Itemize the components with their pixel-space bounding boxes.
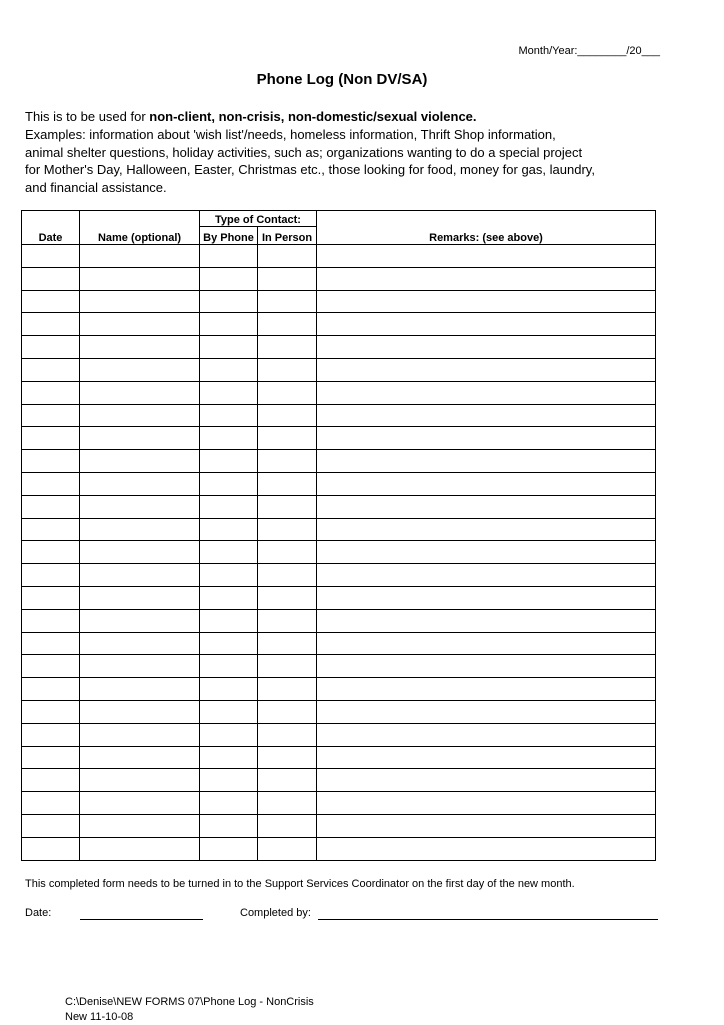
remarks-cell[interactable] xyxy=(317,632,656,655)
date-cell[interactable] xyxy=(22,495,80,518)
completed-by-blank-line[interactable] xyxy=(318,919,658,920)
in-person-cell[interactable] xyxy=(258,450,317,473)
completed-by-label: Completed by: xyxy=(240,907,311,919)
date-cell[interactable] xyxy=(22,609,80,632)
by-phone-cell[interactable] xyxy=(200,381,258,404)
in-person-cell[interactable] xyxy=(258,632,317,655)
name-cell[interactable] xyxy=(80,336,200,359)
examples-line: Examples: information about 'wish list'/needs, homeless information, Thrift Shop information, xyxy=(25,127,556,142)
in-person-cell[interactable] xyxy=(258,769,317,792)
date-cell[interactable] xyxy=(22,336,80,359)
intro-emphasis: non-client, non-crisis, non-domestic/sexual violence. xyxy=(149,109,477,124)
remarks-cell[interactable] xyxy=(317,609,656,632)
in-person-cell[interactable] xyxy=(258,518,317,541)
in-person-cell[interactable] xyxy=(258,495,317,518)
in-person-cell[interactable] xyxy=(258,358,317,381)
by-phone-column-header: By Phone xyxy=(200,227,258,245)
date-cell[interactable] xyxy=(22,245,80,268)
remarks-cell[interactable] xyxy=(317,313,656,336)
remarks-cell[interactable] xyxy=(317,723,656,746)
remarks-cell[interactable] xyxy=(317,700,656,723)
date-cell[interactable] xyxy=(22,313,80,336)
by-phone-cell[interactable] xyxy=(200,336,258,359)
remarks-cell[interactable] xyxy=(317,792,656,815)
date-cell[interactable] xyxy=(22,564,80,587)
in-person-cell[interactable] xyxy=(258,245,317,268)
in-person-cell[interactable] xyxy=(258,336,317,359)
by-phone-cell[interactable] xyxy=(200,495,258,518)
date-cell[interactable] xyxy=(22,541,80,564)
in-person-cell[interactable] xyxy=(258,814,317,837)
examples-text xyxy=(25,126,675,196)
by-phone-cell[interactable] xyxy=(200,769,258,792)
by-phone-cell[interactable] xyxy=(200,472,258,495)
signature-row xyxy=(25,907,665,923)
table-row xyxy=(22,336,656,359)
name-cell[interactable] xyxy=(80,609,200,632)
intro-text xyxy=(25,108,675,125)
in-person-cell[interactable] xyxy=(258,541,317,564)
remarks-cell[interactable] xyxy=(317,769,656,792)
name-cell[interactable] xyxy=(80,837,200,860)
by-phone-cell[interactable] xyxy=(200,541,258,564)
date-cell[interactable] xyxy=(22,358,80,381)
table-row xyxy=(22,746,656,769)
table-row xyxy=(22,245,656,268)
table-row xyxy=(22,381,656,404)
date-cell[interactable] xyxy=(22,746,80,769)
in-person-cell[interactable] xyxy=(258,837,317,860)
date-cell[interactable] xyxy=(22,723,80,746)
in-person-cell[interactable] xyxy=(258,655,317,678)
phone-log-table xyxy=(21,210,656,861)
remarks-cell[interactable] xyxy=(317,541,656,564)
name-cell[interactable] xyxy=(80,700,200,723)
by-phone-cell[interactable] xyxy=(200,609,258,632)
by-phone-cell[interactable] xyxy=(200,746,258,769)
remarks-cell[interactable] xyxy=(317,404,656,427)
table-row xyxy=(22,450,656,473)
remarks-cell[interactable] xyxy=(317,450,656,473)
date-cell[interactable] xyxy=(22,472,80,495)
date-cell[interactable] xyxy=(22,700,80,723)
date-cell[interactable] xyxy=(22,267,80,290)
table-row xyxy=(22,700,656,723)
name-cell[interactable] xyxy=(80,267,200,290)
name-column-header: Name (optional) xyxy=(80,227,200,245)
date-cell[interactable] xyxy=(22,450,80,473)
name-cell[interactable] xyxy=(80,814,200,837)
by-phone-cell[interactable] xyxy=(200,700,258,723)
table-row xyxy=(22,267,656,290)
table-row xyxy=(22,564,656,587)
table-row xyxy=(22,837,656,860)
type-of-contact-header: Type of Contact: xyxy=(200,211,317,227)
name-cell[interactable] xyxy=(80,769,200,792)
name-cell[interactable] xyxy=(80,518,200,541)
in-person-cell[interactable] xyxy=(258,404,317,427)
name-header-top xyxy=(80,211,200,227)
file-version: New 11-10-08 xyxy=(65,1011,134,1023)
name-cell[interactable] xyxy=(80,723,200,746)
by-phone-cell[interactable] xyxy=(200,814,258,837)
month-year-field: Month/Year:________/20___ xyxy=(518,45,660,57)
in-person-cell[interactable] xyxy=(258,700,317,723)
table-row xyxy=(22,472,656,495)
name-cell[interactable] xyxy=(80,472,200,495)
name-cell[interactable] xyxy=(80,290,200,313)
in-person-cell[interactable] xyxy=(258,313,317,336)
table-row xyxy=(22,723,656,746)
intro-lead: This is to be used for xyxy=(25,109,150,124)
remarks-cell[interactable] xyxy=(317,518,656,541)
date-cell[interactable] xyxy=(22,792,80,815)
by-phone-cell[interactable] xyxy=(200,792,258,815)
remarks-cell[interactable] xyxy=(317,655,656,678)
by-phone-cell[interactable] xyxy=(200,290,258,313)
name-cell[interactable] xyxy=(80,746,200,769)
by-phone-cell[interactable] xyxy=(200,632,258,655)
remarks-cell[interactable] xyxy=(317,564,656,587)
table-row xyxy=(22,632,656,655)
examples-line: animal shelter questions, holiday activities, such as; organizations wanting to do a special project xyxy=(25,144,583,160)
by-phone-cell[interactable] xyxy=(200,358,258,381)
date-cell[interactable] xyxy=(22,814,80,837)
remarks-cell[interactable] xyxy=(317,427,656,450)
by-phone-cell[interactable] xyxy=(200,267,258,290)
table-row xyxy=(22,609,656,632)
by-phone-cell[interactable] xyxy=(200,404,258,427)
by-phone-cell[interactable] xyxy=(200,586,258,609)
in-person-cell[interactable] xyxy=(258,792,317,815)
in-person-cell[interactable] xyxy=(258,723,317,746)
remarks-cell[interactable] xyxy=(317,814,656,837)
remarks-header-top xyxy=(317,211,656,227)
table-row xyxy=(22,404,656,427)
remarks-cell[interactable] xyxy=(317,358,656,381)
name-cell[interactable] xyxy=(80,792,200,815)
file-path: C:\Denise\NEW FORMS 07\Phone Log - NonCrisis xyxy=(65,996,314,1008)
remarks-cell[interactable] xyxy=(317,678,656,701)
date-cell[interactable] xyxy=(22,632,80,655)
table-row xyxy=(22,495,656,518)
date-label: Date: xyxy=(25,907,52,919)
in-person-cell[interactable] xyxy=(258,427,317,450)
page-title: Phone Log (Non DV/SA) xyxy=(256,71,428,88)
by-phone-cell[interactable] xyxy=(200,518,258,541)
table-row xyxy=(22,655,656,678)
remarks-column-header: Remarks: (see above) xyxy=(317,227,656,245)
name-cell[interactable] xyxy=(80,358,200,381)
table-row xyxy=(22,678,656,701)
name-cell[interactable] xyxy=(80,404,200,427)
in-person-cell[interactable] xyxy=(258,678,317,701)
by-phone-cell[interactable] xyxy=(200,655,258,678)
name-cell[interactable] xyxy=(80,495,200,518)
name-cell[interactable] xyxy=(80,381,200,404)
by-phone-cell[interactable] xyxy=(200,723,258,746)
in-person-cell[interactable] xyxy=(258,290,317,313)
date-cell[interactable] xyxy=(22,837,80,860)
date-column-header: Date xyxy=(22,227,80,245)
submission-note: This completed form needs to be turned in to the Support Services Coordinator on the first day of the new month. xyxy=(25,878,575,890)
table-row xyxy=(22,518,656,541)
table-row xyxy=(22,427,656,450)
date-cell[interactable] xyxy=(22,769,80,792)
examples-line: and financial assistance. xyxy=(25,179,167,195)
name-cell[interactable] xyxy=(80,586,200,609)
date-blank-line[interactable] xyxy=(80,919,203,920)
in-person-cell[interactable] xyxy=(258,381,317,404)
name-cell[interactable] xyxy=(80,541,200,564)
in-person-cell[interactable] xyxy=(258,472,317,495)
date-cell[interactable] xyxy=(22,586,80,609)
by-phone-cell[interactable] xyxy=(200,837,258,860)
table-row xyxy=(22,358,656,381)
name-cell[interactable] xyxy=(80,655,200,678)
date-cell[interactable] xyxy=(22,381,80,404)
by-phone-cell[interactable] xyxy=(200,678,258,701)
date-cell[interactable] xyxy=(22,518,80,541)
name-cell[interactable] xyxy=(80,450,200,473)
date-cell[interactable] xyxy=(22,427,80,450)
remarks-cell[interactable] xyxy=(317,495,656,518)
remarks-cell[interactable] xyxy=(317,746,656,769)
name-cell[interactable] xyxy=(80,427,200,450)
table-row xyxy=(22,586,656,609)
remarks-cell[interactable] xyxy=(317,472,656,495)
table-row xyxy=(22,814,656,837)
table-row xyxy=(22,541,656,564)
in-person-cell[interactable] xyxy=(258,564,317,587)
by-phone-cell[interactable] xyxy=(200,564,258,587)
remarks-cell[interactable] xyxy=(317,245,656,268)
name-cell[interactable] xyxy=(80,678,200,701)
table-row xyxy=(22,313,656,336)
by-phone-cell[interactable] xyxy=(200,245,258,268)
date-cell[interactable] xyxy=(22,655,80,678)
date-cell[interactable] xyxy=(22,678,80,701)
table-row xyxy=(22,792,656,815)
name-cell[interactable] xyxy=(80,245,200,268)
name-cell[interactable] xyxy=(80,632,200,655)
by-phone-cell[interactable] xyxy=(200,450,258,473)
date-header-top xyxy=(22,211,80,227)
in-person-column-header: In Person xyxy=(258,227,317,245)
in-person-cell[interactable] xyxy=(258,586,317,609)
remarks-cell[interactable] xyxy=(317,586,656,609)
in-person-cell[interactable] xyxy=(258,609,317,632)
remarks-cell[interactable] xyxy=(317,381,656,404)
in-person-cell[interactable] xyxy=(258,267,317,290)
date-cell[interactable] xyxy=(22,404,80,427)
remarks-cell[interactable] xyxy=(317,336,656,359)
name-cell[interactable] xyxy=(80,313,200,336)
by-phone-cell[interactable] xyxy=(200,427,258,450)
log-rows xyxy=(22,245,656,861)
table-row xyxy=(22,290,656,313)
in-person-cell[interactable] xyxy=(258,746,317,769)
name-cell[interactable] xyxy=(80,564,200,587)
date-cell[interactable] xyxy=(22,290,80,313)
file-info xyxy=(65,995,465,1025)
table-row xyxy=(22,769,656,792)
by-phone-cell[interactable] xyxy=(200,313,258,336)
examples-line: for Mother's Day, Halloween, Easter, Christmas etc., those looking for food, money for gas, laundry, xyxy=(25,162,595,177)
remarks-cell[interactable] xyxy=(317,290,656,313)
remarks-cell[interactable] xyxy=(317,267,656,290)
remarks-cell[interactable] xyxy=(317,837,656,860)
